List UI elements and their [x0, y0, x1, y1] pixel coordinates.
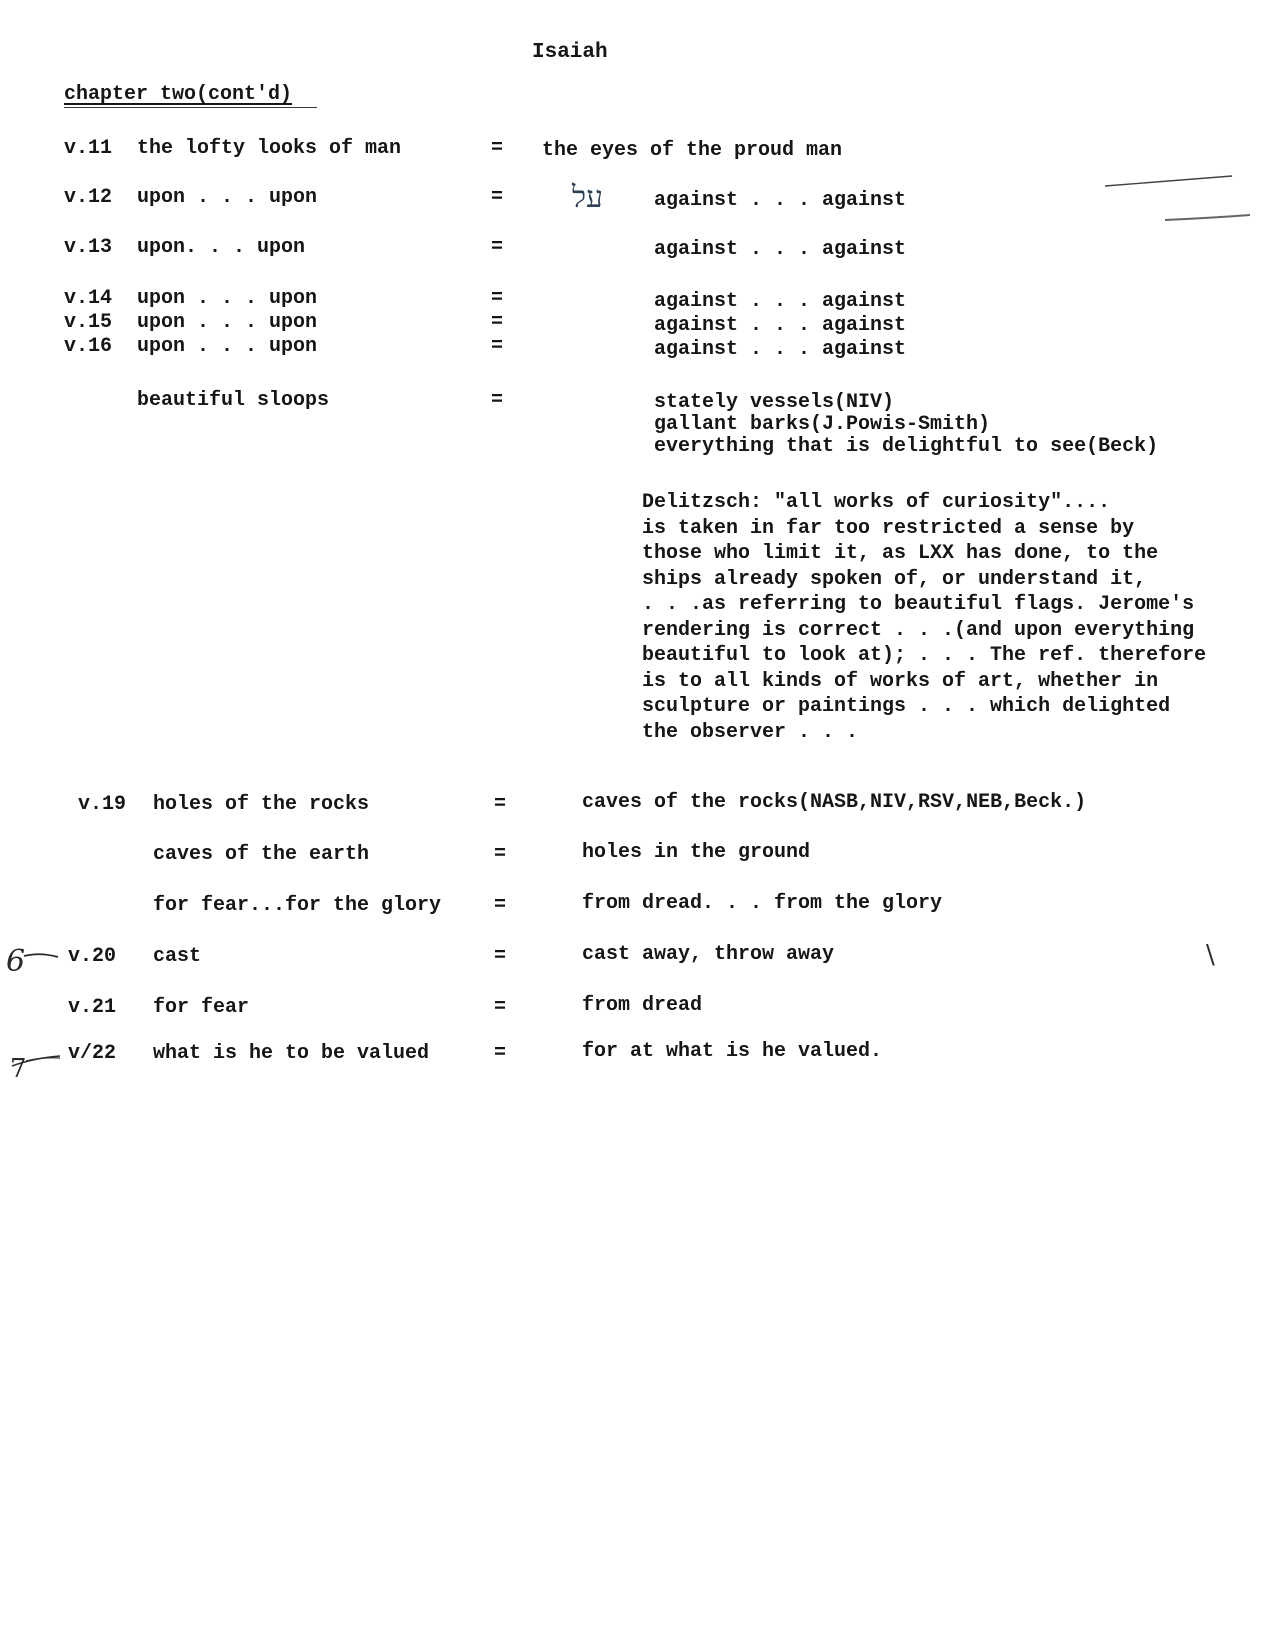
- rendering: against . . . against: [654, 238, 907, 261]
- delitzsch-note: [642, 490, 1262, 745]
- original-phrase: beautiful sloops: [137, 389, 330, 412]
- rendering: gallant barks(J.Powis-Smith): [654, 413, 991, 436]
- note-line: those who limit it, as LXX has done, to the: [642, 542, 1159, 565]
- original-phrase: the lofty looks of man: [137, 137, 402, 160]
- note-line: sculpture or paintings . . . which delighted: [642, 695, 1171, 718]
- equals-sign: =: [493, 1042, 506, 1065]
- original-phrase: upon . . . upon: [137, 287, 318, 310]
- handwritten-margin-seven: 7: [10, 1054, 27, 1084]
- equals-sign: =: [490, 186, 503, 209]
- equals-sign: =: [490, 389, 503, 412]
- verse-ref: v.11: [64, 137, 113, 160]
- verse-ref: v.15: [64, 311, 113, 334]
- equals-sign: =: [490, 137, 503, 160]
- note-line: beautiful to look at); . . . The ref. therefore: [642, 644, 1207, 667]
- rendering: stately vessels(NIV): [654, 391, 895, 414]
- equals-sign: =: [490, 236, 503, 259]
- rendering: from dread. . . from the glory: [582, 892, 943, 915]
- rendering: against . . . against: [654, 290, 907, 313]
- chapter-heading: chapter two(cont'd): [64, 83, 293, 106]
- rendering: for at what is he valued.: [582, 1040, 883, 1063]
- note-line: is taken in far too restricted a sense by: [642, 516, 1135, 540]
- equals-sign: =: [493, 996, 506, 1019]
- arrow-stroke-seven-b: [26, 1058, 60, 1061]
- equals-sign: =: [493, 793, 506, 816]
- equals-sign: =: [493, 945, 506, 968]
- note-line: ships already spoken of, or understand it,: [642, 567, 1147, 591]
- original-phrase: upon . . . upon: [137, 335, 318, 358]
- rendering: against . . . against: [654, 314, 907, 337]
- rendering: against . . . against: [654, 189, 907, 212]
- verse-ref: v/22: [68, 1042, 117, 1065]
- note-line: rendering is correct . . .(and upon everything: [642, 618, 1195, 642]
- equals-sign: =: [490, 287, 503, 310]
- note-line: the observer . . .: [642, 720, 859, 744]
- original-phrase: caves of the earth: [153, 843, 370, 866]
- note-line: . . .as referring to beautiful flags. Jerome's: [642, 593, 1195, 616]
- scan-mark-upper: [1105, 176, 1232, 186]
- verse-ref: v.19: [78, 793, 127, 816]
- original-phrase: upon . . . upon: [137, 186, 318, 209]
- handwritten-tick: \: [1206, 940, 1215, 970]
- original-phrase: cast: [153, 945, 202, 968]
- rendering: everything that is delightful to see(Beck): [654, 435, 1159, 458]
- rendering: caves of the rocks(NASB,NIV,RSV,NEB,Beck.): [582, 791, 1087, 814]
- heading-underline: [64, 107, 317, 108]
- original-phrase: holes of the rocks: [153, 793, 370, 816]
- handwritten-margin-six: 6: [6, 944, 26, 979]
- equals-sign: =: [490, 311, 503, 334]
- rendering: holes in the ground: [582, 841, 811, 864]
- scan-mark-lower: [1165, 215, 1250, 220]
- arrow-stroke-six: [24, 954, 58, 957]
- rendering: the eyes of the proud man: [542, 139, 843, 162]
- rendering: from dread: [582, 994, 703, 1017]
- rendering: cast away, throw away: [582, 943, 835, 966]
- rendering: against . . . against: [654, 338, 907, 361]
- note-line: is to all kinds of works of art, whether in: [642, 669, 1159, 693]
- original-phrase: what is he to be valued: [153, 1042, 430, 1065]
- verse-ref: v.12: [64, 186, 113, 209]
- original-phrase: upon . . . upon: [137, 311, 318, 334]
- equals-sign: =: [490, 335, 503, 358]
- original-phrase: for fear: [153, 996, 250, 1019]
- equals-sign: =: [493, 894, 506, 917]
- verse-ref: v.13: [64, 236, 113, 259]
- original-phrase: upon. . . upon: [137, 236, 306, 259]
- original-phrase: for fear...for the glory: [153, 894, 442, 917]
- equals-sign: =: [493, 843, 506, 866]
- note-line: Delitzsch: "all works of curiosity"....: [642, 491, 1111, 514]
- handwritten-hebrew-note: על: [572, 180, 604, 215]
- verse-ref: v.21: [68, 996, 117, 1019]
- verse-ref: v.16: [64, 335, 113, 358]
- verse-ref: v.14: [64, 287, 113, 310]
- page-title: Isaiah: [532, 41, 608, 64]
- verse-ref: v.20: [68, 945, 117, 968]
